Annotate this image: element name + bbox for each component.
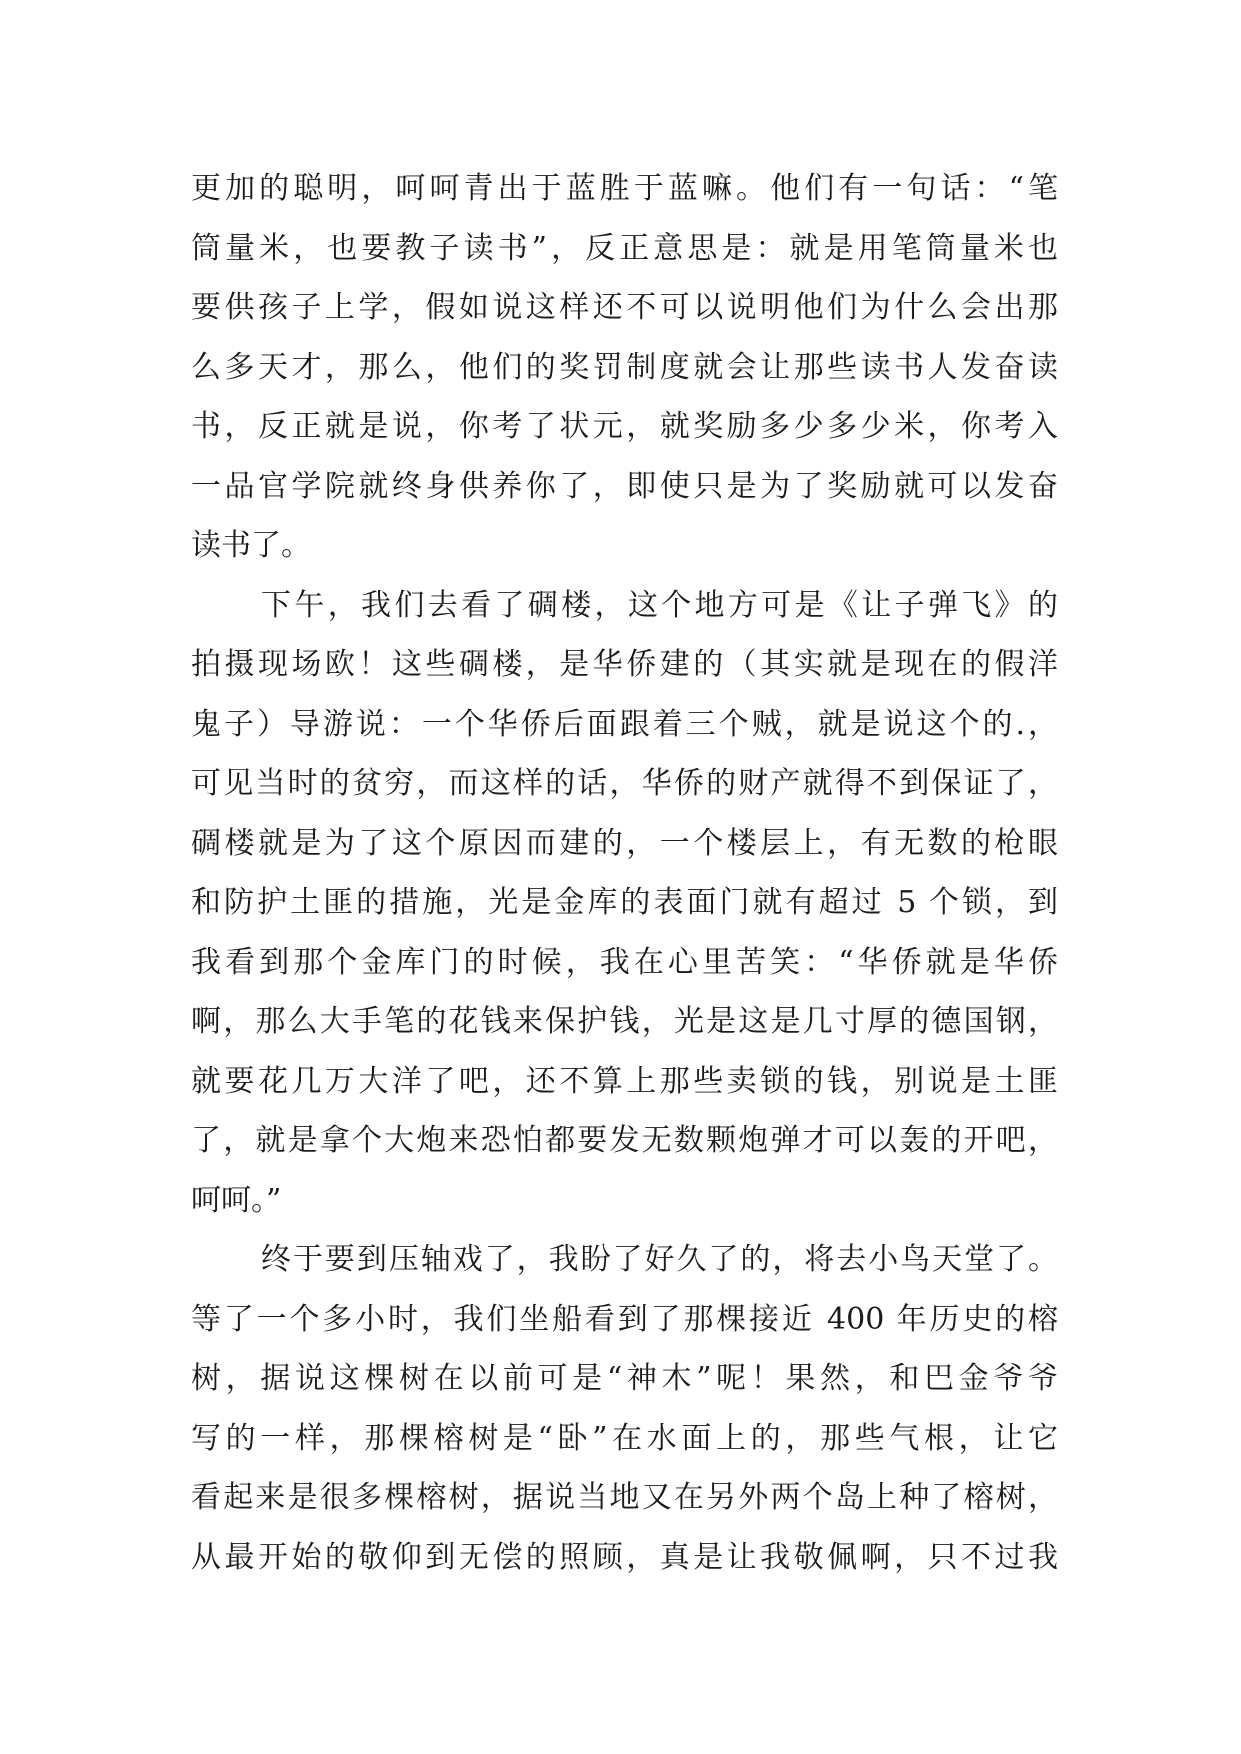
paragraph bbox=[191, 1230, 1058, 1587]
text-line: 等了一个多小时，我们坐船看到了那棵接近 400 年历史的榕 bbox=[191, 1301, 1058, 1337]
text-line: 拍摄现场欧！这些碉楼，是华侨建的（其实就是现在的假洋 bbox=[191, 647, 1058, 682]
text-line: 树，据说这棵树在以前可是“神木”呢！果然，和巴金爷爷 bbox=[191, 1361, 1058, 1396]
paragraph bbox=[191, 159, 1058, 576]
text-line: 写的一样，那棵榕树是“卧”在水面上的，那些气根，让它 bbox=[191, 1420, 1058, 1456]
text-line: 了，就是拿个大炮来恐怕都要发无数颗炮弹才可以轰的开吧， bbox=[191, 1123, 1058, 1158]
text-line: 和防护土匪的措施，光是金库的表面门就有超过 5 个锁，到 bbox=[191, 885, 1058, 920]
text-line: 一品官学院就终身供养你了，即使只是为了奖励就可以发奋 bbox=[191, 468, 1058, 504]
text-line: 从最开始的敬仰到无偿的照顾，真是让我敬佩啊，只不过我 bbox=[191, 1539, 1058, 1575]
text-line: 要供孩子上学，假如说这样还不可以说明他们为什么会出那 bbox=[191, 290, 1058, 325]
text-line: 就要花几万大洋了吧，还不算上那些卖锁的钱，别说是土匪 bbox=[191, 1063, 1058, 1099]
text-line: 读书了。 bbox=[191, 528, 311, 563]
text-line: 更加的聪明，呵呵青出于蓝胜于蓝嘛。他们有一句话：“笔 bbox=[191, 171, 1058, 206]
text-line: 下午，我们去看了碉楼，这个地方可是《让子弹飞》的 bbox=[261, 587, 1058, 623]
text-line: 我看到那个金库门的时候，我在心里苦笑：“华侨就是华侨 bbox=[191, 944, 1058, 980]
text-line: 书，反正就是说，你考了状元，就奖励多少多少米，你考入 bbox=[191, 409, 1058, 444]
text-line: 可见当时的贫穷，而这样的话，华侨的财产就得不到保证了， bbox=[191, 766, 1058, 801]
text-line: 啊，那么大手笔的花钱来保护钱，光是这是几寸厚的德国钢， bbox=[191, 1004, 1058, 1039]
text-line: 筒量米，也要教子读书”，反正意思是：就是用笔筒量米也 bbox=[191, 230, 1058, 266]
text-line: 终于要到压轴戏了，我盼了好久了的，将去小鸟天堂了。 bbox=[261, 1242, 1058, 1277]
document-page bbox=[191, 159, 1058, 1587]
text-line: 呵呵。” bbox=[191, 1182, 282, 1218]
text-line: 看起来是很多棵榕树，据说当地又在另外两个岛上种了榕树， bbox=[191, 1480, 1058, 1515]
text-line: 碉楼就是为了这个原因而建的，一个楼层上，有无数的枪眼 bbox=[191, 825, 1058, 861]
text-line: 么多天才，那么，他们的奖罚制度就会让那些读书人发奋读 bbox=[191, 349, 1058, 385]
paragraph bbox=[191, 576, 1058, 1231]
text-line: 鬼子）导游说：一个华侨后面跟着三个贼，就是说这个的.， bbox=[191, 706, 1058, 742]
